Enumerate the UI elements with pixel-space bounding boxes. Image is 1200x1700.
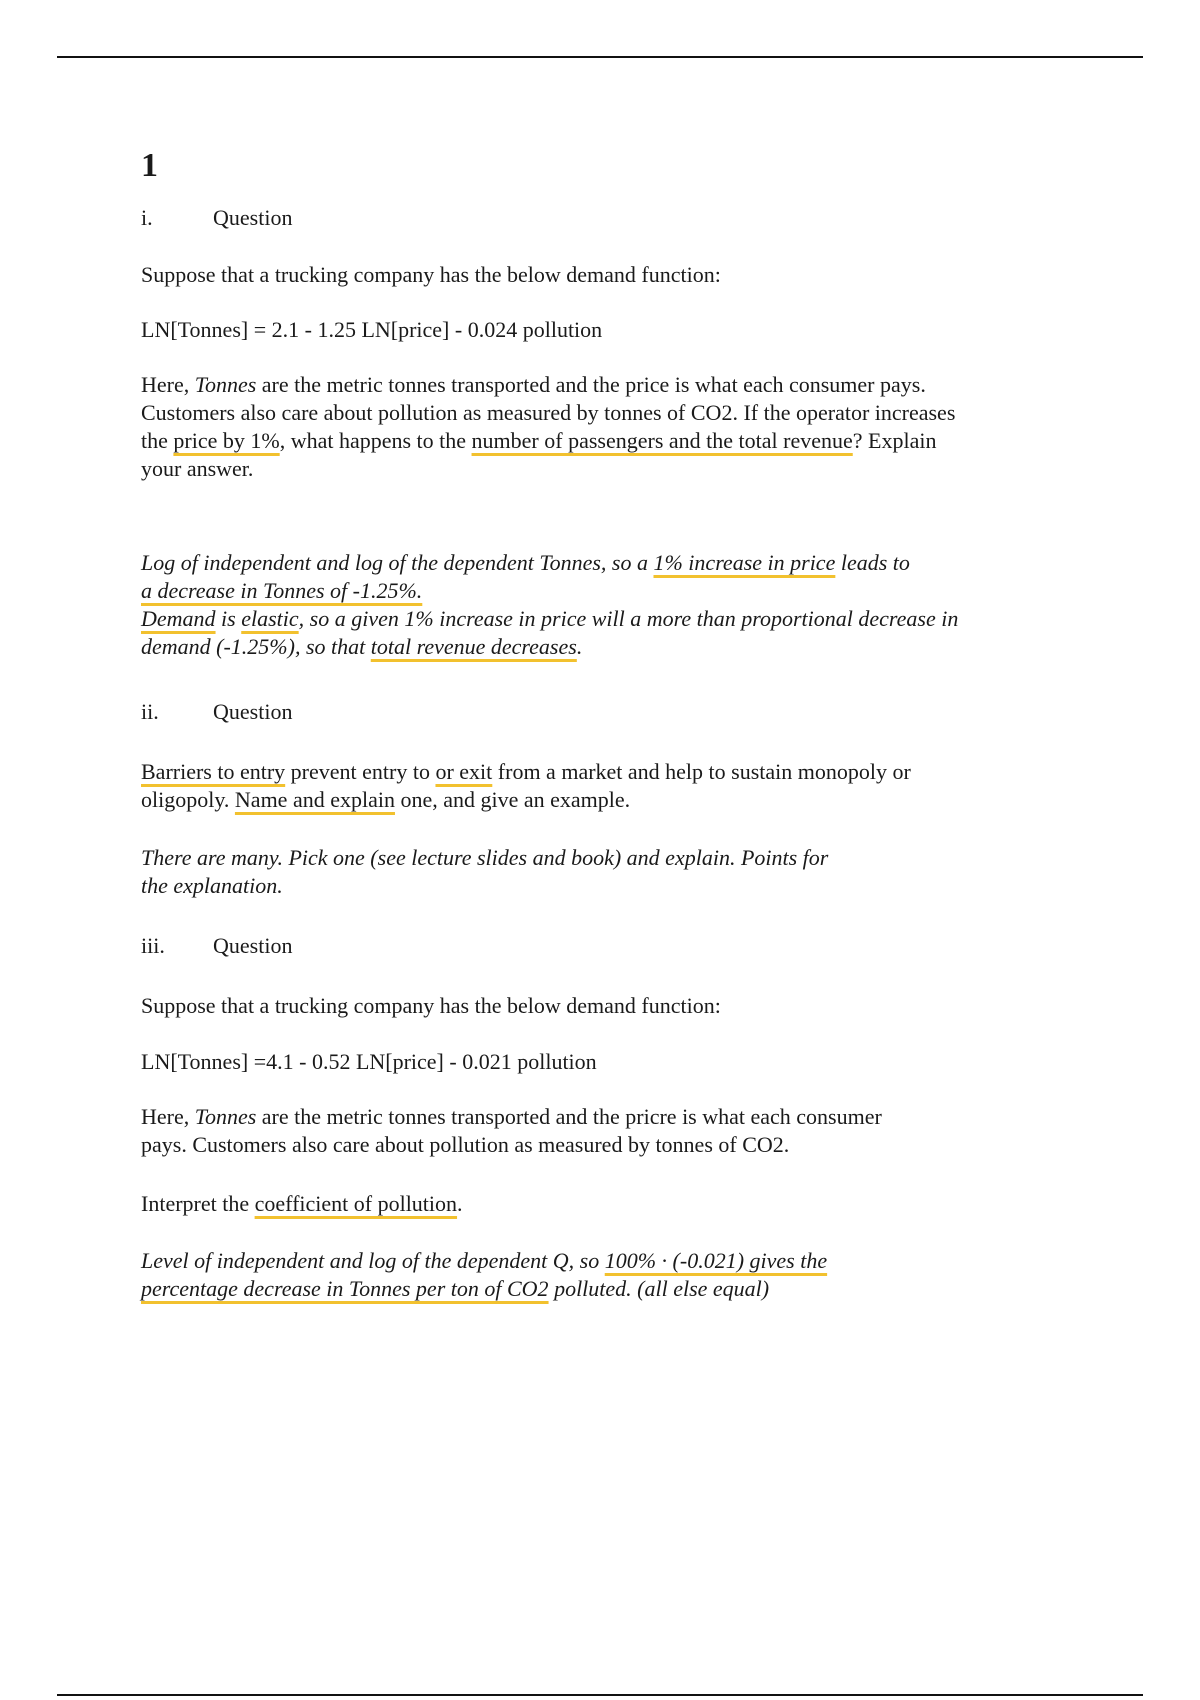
question-number: iii. — [141, 933, 165, 958]
text-span: ? Explain — [852, 428, 937, 453]
question-intro: Suppose that a trucking company has the below demand function: — [141, 993, 721, 1018]
answer-line — [141, 605, 958, 633]
highlighted-text: price by 1% — [173, 428, 280, 453]
text-span: leads to — [835, 550, 910, 575]
top-rule — [57, 56, 1143, 58]
question-number: ii. — [141, 699, 159, 724]
text-span: demand (-1.25%), so that — [141, 634, 371, 659]
body-line — [141, 1103, 882, 1131]
answer-line — [141, 1275, 827, 1303]
answer-line — [141, 577, 958, 605]
answer-text — [141, 549, 958, 661]
highlighted-text: percentage decrease in Tonnes per ton of CO2 — [141, 1276, 549, 1301]
body-line — [141, 427, 955, 455]
question-prompt — [141, 1190, 463, 1218]
text-span: the — [141, 428, 174, 453]
body-line: Customers also care about pollution as measured by tonnes of CO2. If the operator increases — [141, 400, 956, 425]
text-span: . — [576, 634, 583, 659]
text-span: prevent entry to — [285, 759, 436, 784]
section-number: 1 — [141, 147, 158, 184]
question-intro: Suppose that a trucking company has the below demand function: — [141, 262, 721, 287]
body-line: pays. Customers also care about pollution as measured by tonnes of CO2. — [141, 1132, 790, 1157]
body-line: your answer. — [141, 456, 254, 481]
highlighted-text: 100% · (-0.021) gives the — [604, 1248, 828, 1273]
question-label: Question — [213, 699, 293, 724]
highlighted-text: coefficient of pollution — [254, 1191, 458, 1216]
highlighted-text: Name and explain — [234, 787, 395, 812]
question-heading-i — [141, 204, 292, 232]
text-span: Interpret the — [141, 1191, 255, 1216]
question-heading-ii — [141, 698, 292, 726]
body-line — [141, 371, 955, 399]
question-number: i. — [141, 205, 153, 230]
text-span: , what happens to the — [279, 428, 472, 453]
demand-equation: LN[Tonnes] = 2.1 - 1.25 LN[price] - 0.024 pollution — [141, 317, 603, 342]
italic-term: Tonnes — [194, 1104, 257, 1129]
highlighted-text: Barriers to entry — [141, 759, 286, 784]
answer-text — [141, 844, 828, 900]
body-line — [141, 786, 911, 814]
highlighted-text: elastic — [241, 606, 299, 631]
italic-term: Tonnes — [194, 372, 257, 397]
answer-text — [141, 1247, 827, 1303]
answer-line — [141, 1247, 827, 1275]
question-label: Question — [213, 933, 293, 958]
answer-line — [141, 549, 958, 577]
text-span: . — [457, 1191, 463, 1216]
question-heading-iii — [141, 932, 292, 960]
demand-equation: LN[Tonnes] =4.1 - 0.52 LN[price] - 0.021 pollution — [141, 1049, 597, 1074]
answer-line — [141, 633, 958, 661]
highlighted-text: total revenue decreases — [370, 634, 577, 659]
text-span: Level of independent and log of the dependent Q, so — [141, 1248, 605, 1273]
answer-line: the explanation. — [141, 873, 283, 898]
text-span: oligopoly. — [141, 787, 235, 812]
question-label: Question — [213, 205, 293, 230]
text-span: are the metric tonnes transported and the price is what each consumer pays. — [256, 372, 926, 397]
text-span: Here, — [141, 372, 195, 397]
highlighted-text: a decrease in Tonnes of -1.25%. — [141, 578, 423, 603]
answer-line: There are many. Pick one (see lecture slides and book) and explain. Points for — [141, 845, 829, 870]
text-span: are the metric tonnes transported and the pricre is what each consumer — [256, 1104, 882, 1129]
highlighted-text: or exit — [435, 759, 493, 784]
highlighted-text: 1% increase in price — [653, 550, 836, 575]
text-span: is — [215, 606, 242, 631]
body-line — [141, 758, 911, 786]
text-span: Here, — [141, 1104, 195, 1129]
highlighted-text: Demand — [141, 606, 216, 631]
highlighted-text: number of passengers and the total revenue — [471, 428, 853, 453]
text-span: , so a given 1% increase in price will a more than proportional decrease in — [298, 606, 959, 631]
question-body — [141, 758, 911, 814]
text-span: one, and give an example. — [394, 787, 631, 812]
bottom-rule — [57, 1694, 1143, 1696]
text-span: from a market and help to sustain monopoly or — [492, 759, 911, 784]
text-span: Log of independent and log of the dependent Tonnes, so a — [141, 550, 654, 575]
question-body — [141, 371, 955, 483]
text-span: polluted. (all else equal) — [548, 1276, 770, 1301]
question-body — [141, 1103, 882, 1159]
